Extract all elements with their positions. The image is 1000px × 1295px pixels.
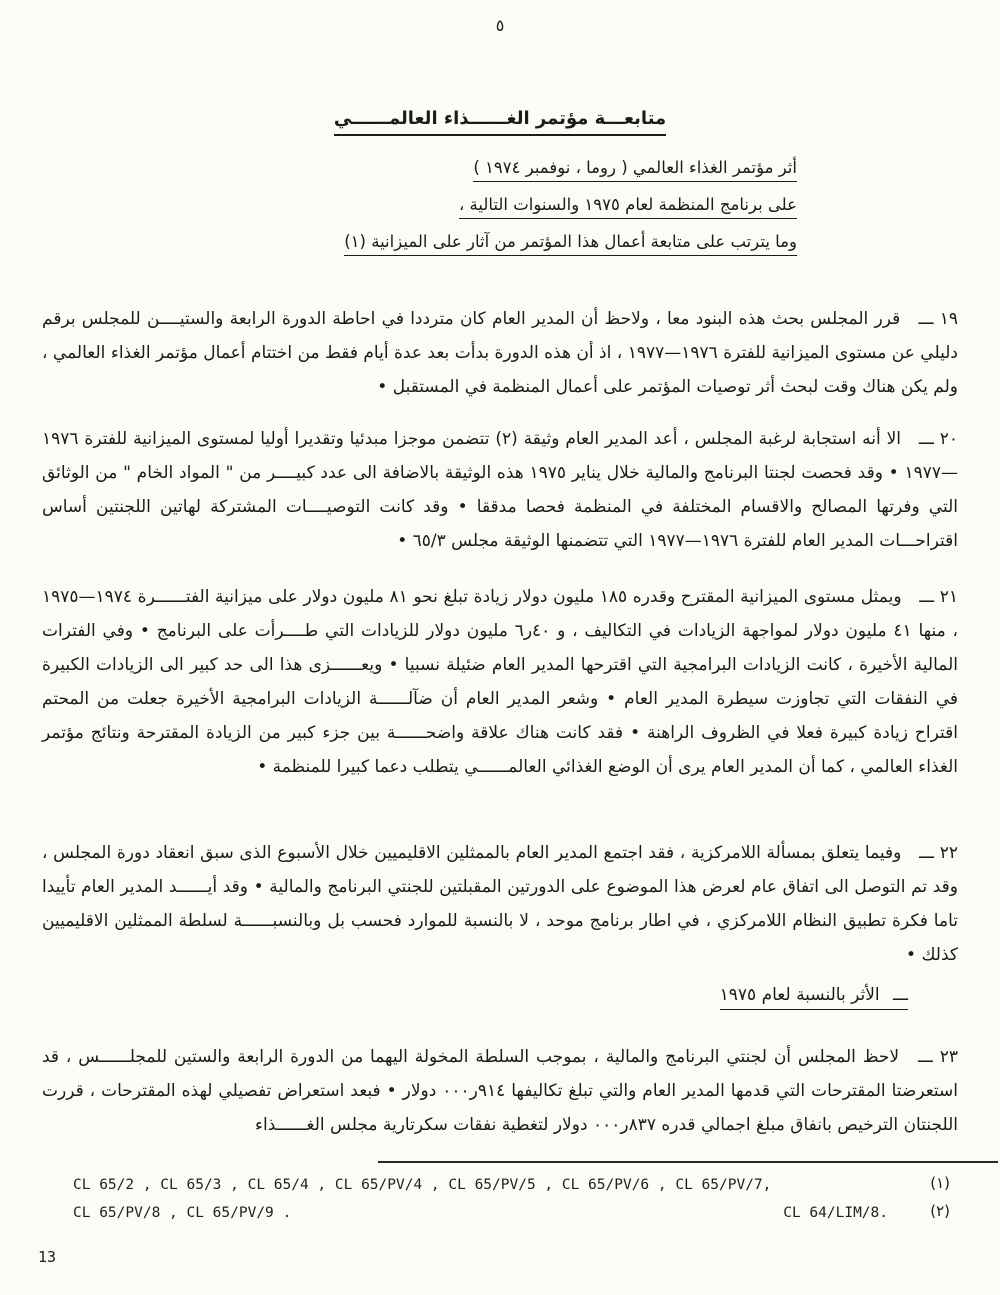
footnote-2-text: CL 64/LIM/8.: [783, 1205, 888, 1221]
paragraph-20: [42, 422, 958, 558]
paragraph-22-number: ٢٢ ـــ: [919, 843, 958, 863]
paragraph-19-text: قرر المجلس بحث هذه البنود معا ، ولاحظ أن المدير العام كان مترددا في احاطة الدورة الرابعة والستيــــن للمجلس برقم دليلي عن مستوى الميزانية للفترة ١٩٧٦—١٩٧٧ ، اذ أن هذه الدورة بدأت بعد عدة أيام فقط من اختتام أعمال مؤتمر الغذاء العالمي ، ولم يكن هناك وقت لبحث أثر توصيات المؤتمر على أعمال المنظمة في المستقبل •: [42, 309, 958, 397]
section-heading-wrap: [720, 985, 908, 1010]
subtitle-line-1: أثر مؤتمر الغذاء العالمي ( روما ، نوفمبر ١٩٧٤ ): [344, 158, 797, 182]
footnote-1-marker: (١): [930, 1174, 950, 1192]
paragraph-22-text: وفيما يتعلق بمسألة اللامركزية ، فقد اجتمع المدير العام بالممثلين الاقليميين خلال الأسبوع الذى سبق انعقاد دورة المجلس ، وقد تم التوصل الى اتفاق عام لعرض هذا الموضوع على الدورتين المقبلتين للجنتي البرنامج والمالية • وقد أيــــــد المدير العام تأييدا تاما فكرة تطبيق النظام اللامركزي ، في اطار برنامج موحد ، لا بالنسبة للموارد فحسب بل وبالنسبــــــة لسلطة الممثلين الاقليميين كذلك •: [42, 843, 958, 965]
page-number-top: ٥: [495, 16, 505, 35]
paragraph-22: [42, 836, 958, 972]
footnote-1-line-2: CL 65/PV/8 , CL 65/PV/9 .: [73, 1205, 292, 1221]
document-title: [0, 108, 1000, 136]
paragraph-21-number: ٢١ ـــ: [919, 587, 958, 607]
paragraph-23: [42, 1040, 958, 1142]
subtitle-block: [344, 158, 797, 269]
subtitle-line-3: وما يترتب على متابعة أعمال هذا المؤتمر من آثار على الميزانية (١): [344, 232, 797, 256]
section-heading-text: الأثر بالنسبة لعام ١٩٧٥: [719, 985, 880, 1005]
paragraph-20-text: الا أنه استجابة لرغبة المجلس ، أعد المدير العام وثيقة (٢) تتضمن موجزا مبدئيا وتقديرا أوليا لمستوى الميزانية للفترة ١٩٧٦—١٩٧٧ • وقد فحصت لجنتا البرنامج والمالية خلال يناير ١٩٧٥ هذه الوثيقة بالاضافة الى عدد كبيــــر من " المواد الخام " من الوثائق التي وفرتها المصالح والاقسام المختلفة في المنظمة فحصا مدققا • وقد كانت التوصيــــات المشتركة لهاتين اللجنتين أساس اقتراحـــات المدير العام للفترة ١٩٧٦—١٩٧٧ التي تتضمنها الوثيقة مجلس ٦٥/٣ •: [42, 429, 958, 551]
paragraph-19: [42, 302, 958, 404]
subtitle-line-2: على برنامج المنظمة لعام ١٩٧٥ والسنوات التالية ،: [344, 195, 797, 219]
paragraph-20-number: ٢٠ ـــ: [918, 429, 959, 449]
section-heading: [720, 985, 908, 1010]
section-heading-dash: ـــ: [893, 985, 908, 1005]
footnote-1-line-1: CL 65/2 , CL 65/3 , CL 65/4 , CL 65/PV/4 , CL 65/PV/5 , CL 65/PV/6 , CL 65/PV/7,: [73, 1177, 772, 1193]
paragraph-23-text: لاحظ المجلس أن لجنتي البرنامج والمالية ، بموجب السلطة المخولة اليهما من الدورة الرابعة والستين للمجلــــــس ، قد استعرضتا المقترحات التي قدمها المدير العام والتي تبلغ تكاليفها ٩١٤ر٠٠٠ دولار • فبعد استعراض تفصيلي لهذه المقترحات ، قررت اللجنتان الترخيص بانفاق مبلغ اجمالي قدره ٨٣٧ر٠٠٠ دولار لتغطية نفقات سكرتارية مجلس الغــــــذاء: [42, 1047, 958, 1135]
paragraph-21-text: ويمثل مستوى الميزانية المقترح وقدره ١٨٥ مليون دولار زيادة تبلغ نحو ٨١ مليون دولار على ميزانية الفتــــــرة ١٩٧٤—١٩٧٥ ، منها ٤١ مليون دولار لمواجهة الزيادات في التكاليف ، و ٤٠ر٦ مليون دولار للزيادات التي طــــرأت على البرنامج • وفي الفترات المالية الأخيرة ، كانت الزيادات البرامجية التي اقترحها المدير العام ضئيلة نسبيا • ويعــــــزى هذا الى حد كبير الى الزيادات الكبيرة في النفقات التي تجاوزت سيطرة المدير العام • وشعر المدير العام أن ضآلــــــة الزيادات البرامجية الأخيرة جعلت من المحتم اقتراح زيادة كبيرة فعلا في الظروف الراهنة • فقد كانت هناك علاقة واضحــــــة بين جزء كبير من الزيادة المقترحة ونتائج مؤتمر الغذاء العالمي ، كما أن المدير العام يرى أن الوضع الغذائي العالمــــــي يتطلب دعما كبيرا للمنظمة •: [42, 587, 958, 777]
paragraph-23-number: ٢٣ ـــ: [917, 1047, 958, 1067]
footnote-2-marker: (٢): [930, 1202, 950, 1220]
footnote-divider: [378, 1161, 998, 1163]
page-number-bottom: 13: [38, 1248, 57, 1266]
document-title-text: متابعـــة مؤتمر الغــــــذاء العالمــــــي: [334, 108, 666, 136]
paragraph-19-number: ١٩ ـــ: [918, 309, 958, 329]
paragraph-21: [42, 580, 958, 784]
